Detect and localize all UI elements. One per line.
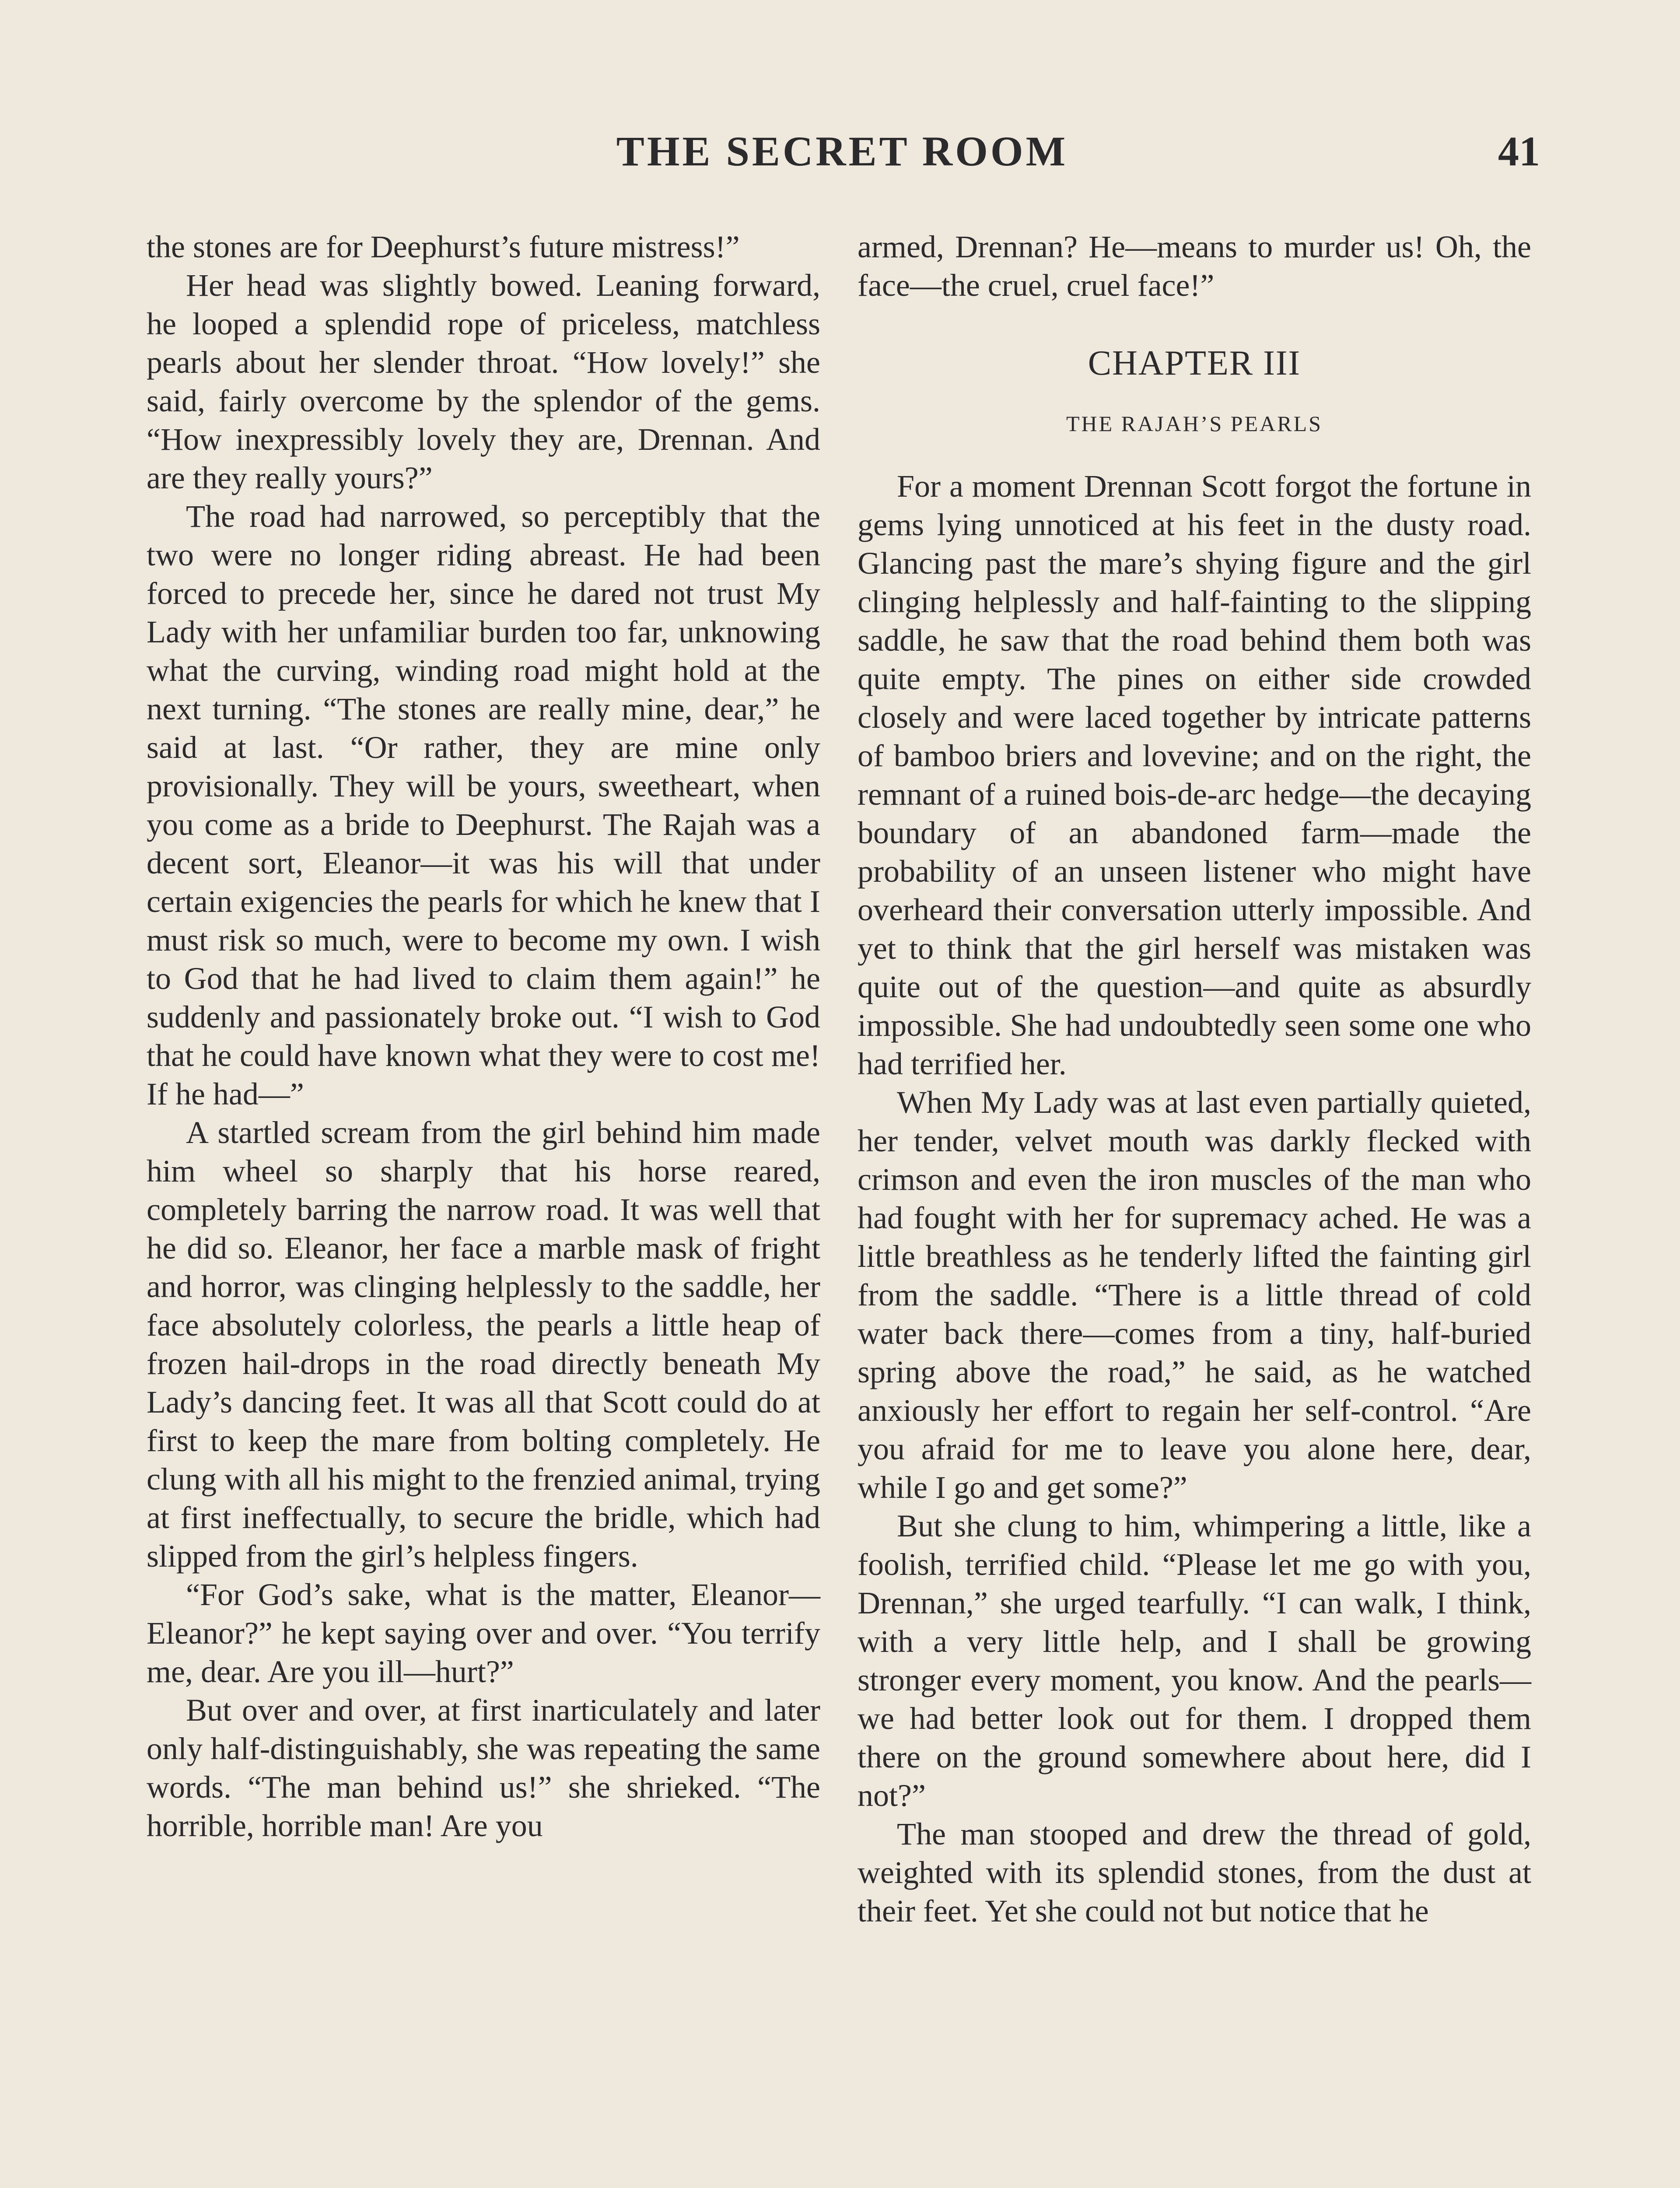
paragraph: But she clung to him, whimpering a little, like a foolish, terrified child. “Please let me go with you, Drennan,” she urged tearfully. “I can walk, I think, with a very little help, and I shall be growing stronger every moment, you know. And the pearls—we had better look out for them. I dropped them there on the ground somewhere about here, did I not?” (858, 1508, 1531, 1813)
chapter-subtitle: THE RAJAH’S PEARLS (1066, 411, 1323, 436)
paragraph: The road had narrowed, so perceptibly that the two were no longer riding abreast. He had been forced to precede her, since he dared not trust My Lady with her unfamiliar burden too far, unknowing what the curving, winding road might hold at the next turning. “The stones are really mine, dear,” he said at last. “Or rather, they are mine only provisionally. They will be yours, sweetheart, when you come as a bride to Deephurst. The Rajah was a decent sort, Eleanor—it was his will that under certain exigencies the pearls for which he knew that I must risk so much, were to become my own. I wish to God that he had lived to claim them again!” he suddenly and passionately broke out. “I wish to God that he could have known what they were to cost me! If he had—” (147, 499, 820, 1112)
paragraph: armed, Drennan? He—means to murder us! Oh, the face—the cruel, cruel face!” (858, 229, 1531, 303)
page-header (144, 127, 1540, 184)
paragraph: A startled scream from the girl behind him made him wheel so sharply that his horse reared, completely barring the narrow road. It was well that he did so. Eleanor, her face a marble mask of fright and horror, was clinging helplessly to the saddle, her face absolutely colorless, the pearls a little heap of frozen hail-drops in the road directly beneath My Lady’s dancing feet. It was all that Scott could do at first to keep the mare from bolting completely. He clung with all his might to the frenzied animal, trying at first ineffectually, to secure the bridle, which had slipped from the girl’s helpless fingers. (147, 1115, 820, 1574)
right-column (858, 228, 1531, 1930)
page-number: 41 (1498, 128, 1540, 175)
paragraph: The man stooped and drew the thread of gold, weighted with its splendid stones, from the dust at their feet. Yet she could not but notice that he (858, 1816, 1531, 1929)
chapter-heading: CHAPTER III (1088, 344, 1301, 382)
running-title: THE SECRET ROOM (616, 128, 1068, 175)
paragraph: For a moment Drennan Scott forgot the fortune in gems lying unnoticed at his feet in the dusty road. Glancing past the mare’s shying figure and the girl clinging helplessly and half-fainting to the slipping saddle, he saw that the road behind them both was quite empty. The pines on either side crowded closely and were laced together by intricate patterns of bamboo briers and lovevine; and on the right, the remnant of a ruined bois-de-arc hedge—the decaying boundary of an abandoned farm—made the probability of an unseen listener who might have overheard their conversation utterly impossible. And yet to think that the girl herself was mistaken was quite out of the question—and quite as absurdly impossible. She had undoubtedly seen some one who had terrified her. (858, 469, 1531, 1081)
left-column (147, 228, 820, 1845)
paragraph: When My Lady was at last even partially quieted, her tender, velvet mouth was darkly flecked with crimson and even the iron muscles of the man who had fought with her for supremacy ached. He was a little breathless as he tenderly lifted the fainting girl from the saddle. “There is a little thread of cold water back there—comes from a tiny, half-buried spring above the road,” he said, as he watched anxiously her effort to regain her self-control. “Are you afraid for me to leave you alone here, dear, while I go and get some?” (858, 1085, 1531, 1505)
paragraph: the stones are for Deephurst’s future mistress!” (147, 229, 740, 264)
paragraph: But over and over, at first inarticulately and later only half-distinguishably, she was repeating the same words. “The man behind us!” she shrieked. “The horrible, horrible man! Are you (147, 1693, 820, 1843)
paragraph: “For God’s sake, what is the matter, Eleanor—Eleanor?” he kept saying over and over. “You terrify me, dear. Are you ill—hurt?” (147, 1577, 820, 1689)
paragraph: Her head was slightly bowed. Leaning forward, he looped a splendid rope of priceless, matchless pearls about her slender throat. “How lovely!” she said, fairly overcome by the splendor of the gems. “How inexpressibly lovely they are, Drennan. And are they really yours?” (147, 268, 820, 495)
